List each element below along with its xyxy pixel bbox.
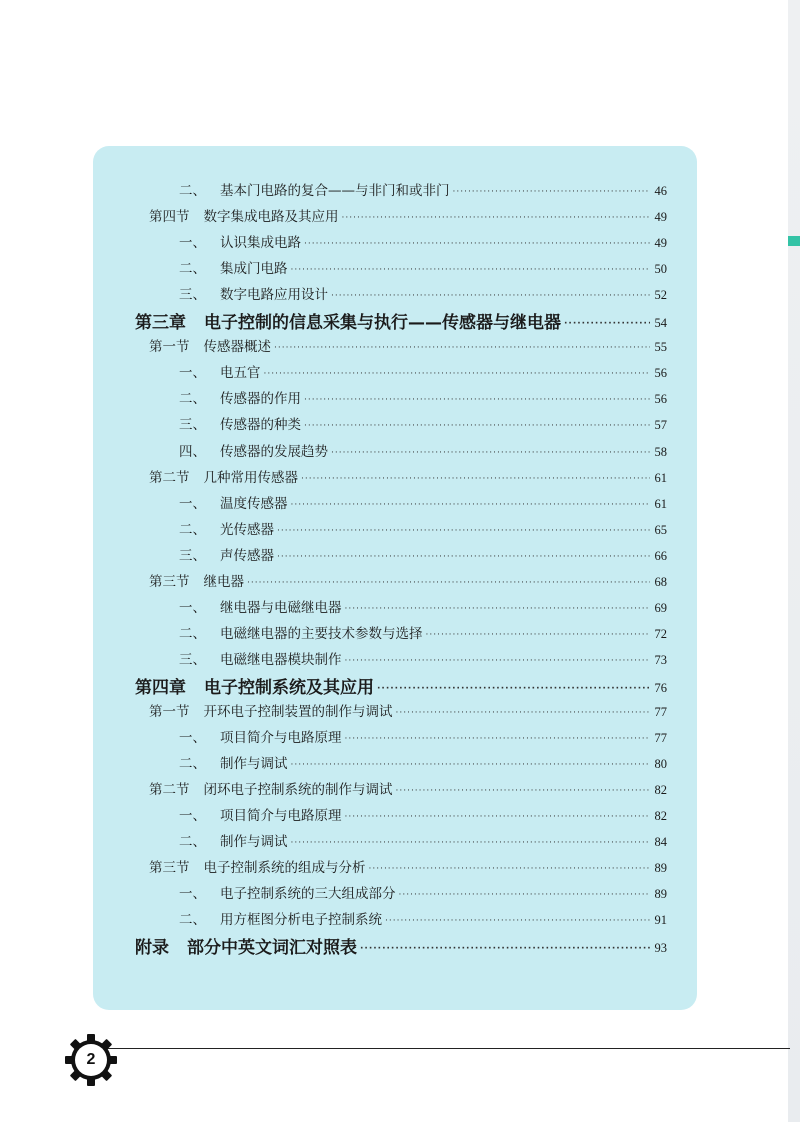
toc-page-number: 69 — [654, 601, 667, 615]
toc-page-number: 80 — [654, 757, 667, 771]
toc-dot-leader — [345, 726, 651, 750]
toc-subsection-entry[interactable] — [179, 361, 667, 385]
toc-entry-number: 一、 — [179, 886, 206, 902]
toc-page-number: 66 — [654, 549, 667, 563]
toc-dot-leader — [399, 882, 651, 906]
toc-entry-title: 光传感器 — [220, 522, 274, 538]
toc-entry-number: 一、 — [179, 808, 206, 824]
toc-entry-title: 继电器 — [203, 574, 244, 590]
toc-entry-title: 用方框图分析电子控制系统 — [220, 912, 382, 928]
toc-dot-leader — [345, 596, 651, 620]
toc-dot-leader — [345, 804, 651, 828]
toc-dot-leader — [291, 257, 651, 281]
toc-entry-title: 基本门电路的复合——与非门和或非门 — [220, 183, 450, 199]
toc-page-number: 54 — [654, 316, 667, 330]
toc-entry-title: 电子控制系统的三大组成部分 — [220, 886, 396, 902]
toc-subsection-entry[interactable] — [179, 752, 667, 776]
toc-section-entry[interactable] — [149, 778, 667, 802]
toc-dot-leader — [274, 335, 650, 359]
toc-entry-number: 三、 — [179, 287, 206, 303]
toc-subsection-entry[interactable] — [179, 596, 667, 620]
toc-entry-number: 第四节 — [149, 209, 190, 225]
toc-entry-number: 二、 — [179, 834, 206, 850]
toc-page-number: 56 — [654, 392, 667, 406]
toc-page-number: 58 — [654, 445, 667, 459]
toc-entry-title: 认识集成电路 — [220, 235, 301, 251]
toc-entry-number: 一、 — [179, 365, 206, 381]
toc-entry-title: 数字电路应用设计 — [220, 287, 328, 303]
toc-page-number: 72 — [654, 627, 667, 641]
toc-subsection-entry[interactable] — [179, 231, 667, 255]
toc-page-number: 49 — [654, 236, 667, 250]
toc-dot-leader — [369, 856, 651, 880]
toc-entry-title: 电五官 — [220, 365, 261, 381]
toc-entry-number: 四、 — [179, 444, 206, 460]
toc-section-entry[interactable] — [149, 700, 667, 724]
toc-subsection-entry[interactable] — [179, 804, 667, 828]
toc-page-number: 61 — [654, 471, 667, 485]
toc-page-number: 56 — [654, 366, 667, 380]
toc-page-number: 77 — [654, 705, 667, 719]
toc-page-number: 91 — [654, 913, 667, 927]
toc-entry-title: 电子控制系统及其应用 — [204, 678, 374, 698]
toc-entry-number: 第一节 — [149, 339, 190, 355]
toc-entry-title: 项目简介与电路原理 — [220, 808, 342, 824]
toc-dot-leader — [264, 361, 651, 385]
toc-page-number: 82 — [654, 783, 667, 797]
toc-entry-number: 第二节 — [149, 782, 190, 798]
toc-entry-title: 电磁继电器的主要技术参数与选择 — [220, 626, 423, 642]
toc-subsection-entry[interactable] — [179, 492, 667, 516]
toc-panel — [93, 146, 697, 1010]
toc-page-number: 65 — [654, 523, 667, 537]
toc-entry-number: 第三节 — [149, 574, 190, 590]
toc-section-entry[interactable] — [149, 856, 667, 880]
toc-page-number: 68 — [654, 575, 667, 589]
toc-entry-number: 二、 — [179, 261, 206, 277]
toc-chapter-entry[interactable] — [135, 676, 667, 700]
toc-page-number: 82 — [654, 809, 667, 823]
toc-dot-leader — [426, 622, 651, 646]
toc-dot-leader — [342, 205, 651, 229]
toc-entry-number: 二、 — [179, 391, 206, 407]
toc-entry-title: 开环电子控制装置的制作与调试 — [203, 704, 393, 720]
toc-dot-leader — [291, 752, 651, 776]
toc-subsection-entry[interactable] — [179, 726, 667, 750]
toc-entry-number: 第三节 — [149, 860, 190, 876]
toc-page-number: 61 — [654, 497, 667, 511]
toc-entry-title: 传感器的作用 — [220, 391, 301, 407]
toc-dot-leader — [360, 936, 650, 960]
toc-entry-number: 二、 — [179, 183, 206, 199]
toc-entry-number: 二、 — [179, 522, 206, 538]
toc-page-number: 93 — [654, 941, 667, 955]
toc-section-entry[interactable] — [149, 570, 667, 594]
toc-subsection-entry[interactable] — [179, 518, 667, 542]
toc-entry-number: 三、 — [179, 548, 206, 564]
toc-dot-leader — [345, 648, 651, 672]
table-of-contents — [93, 146, 697, 1010]
toc-subsection-entry[interactable] — [179, 544, 667, 568]
toc-dot-leader — [277, 518, 650, 542]
toc-dot-leader — [304, 231, 650, 255]
toc-entry-title: 传感器的种类 — [220, 417, 301, 433]
toc-entry-number: 一、 — [179, 730, 206, 746]
toc-dot-leader — [301, 466, 650, 490]
toc-chapter-entry[interactable] — [135, 936, 667, 960]
toc-entry-title: 几种常用传感器 — [203, 470, 298, 486]
toc-entry-title: 集成门电路 — [220, 261, 288, 277]
toc-page-number: 77 — [654, 731, 667, 745]
toc-subsection-entry[interactable] — [179, 257, 667, 281]
toc-entry-title: 电子控制系统的组成与分析 — [203, 860, 366, 876]
toc-entry-title: 数字集成电路及其应用 — [203, 209, 339, 225]
toc-subsection-entry[interactable] — [179, 648, 667, 672]
footer-rule — [100, 1048, 790, 1049]
toc-subsection-entry[interactable] — [179, 440, 667, 464]
toc-dot-leader — [247, 570, 650, 594]
toc-subsection-entry[interactable] — [179, 830, 667, 854]
toc-section-entry[interactable] — [149, 466, 667, 490]
toc-dot-leader — [396, 700, 651, 724]
toc-entry-title: 声传感器 — [220, 548, 274, 564]
toc-entry-title: 制作与调试 — [220, 834, 288, 850]
toc-entry-title: 电磁继电器模块制作 — [220, 652, 342, 668]
toc-dot-leader — [291, 830, 651, 854]
toc-entry-number: 一、 — [179, 235, 206, 251]
toc-entry-title: 传感器概述 — [203, 339, 271, 355]
toc-page-number: 89 — [654, 861, 667, 875]
toc-entry-number: 附录 — [135, 938, 169, 958]
page-edge-marker — [788, 236, 800, 246]
toc-entry-number: 一、 — [179, 600, 206, 616]
toc-page-number: 57 — [654, 418, 667, 432]
toc-page-number: 46 — [654, 184, 667, 198]
toc-section-entry[interactable] — [149, 335, 667, 359]
toc-subsection-entry[interactable] — [179, 283, 667, 307]
toc-dot-leader — [304, 387, 650, 411]
toc-dot-leader — [385, 908, 650, 932]
toc-section-entry[interactable] — [149, 205, 667, 229]
toc-page-number: 49 — [654, 210, 667, 224]
toc-subsection-entry[interactable] — [179, 179, 667, 203]
toc-subsection-entry[interactable] — [179, 908, 667, 932]
toc-dot-leader — [396, 778, 651, 802]
toc-subsection-entry[interactable] — [179, 882, 667, 906]
toc-dot-leader — [304, 413, 650, 437]
toc-dot-leader — [377, 676, 650, 700]
toc-entry-title: 制作与调试 — [220, 756, 288, 772]
toc-entry-title: 电子控制的信息采集与执行——传感器与继电器 — [204, 313, 561, 333]
toc-page-number: 50 — [654, 262, 667, 276]
toc-page-number: 55 — [654, 340, 667, 354]
toc-dot-leader — [453, 179, 651, 203]
toc-dot-leader — [331, 283, 650, 307]
toc-entry-number: 第一节 — [149, 704, 190, 720]
page-edge-strip — [788, 0, 800, 1122]
toc-chapter-entry[interactable] — [135, 311, 667, 335]
toc-entry-title: 部分中英文词汇对照表 — [187, 938, 357, 958]
toc-entry-number: 第三章 — [135, 313, 186, 333]
toc-entry-title: 继电器与电磁继电器 — [220, 600, 342, 616]
toc-dot-leader — [564, 311, 650, 335]
toc-entry-number: 第四章 — [135, 678, 186, 698]
toc-page-number: 89 — [654, 887, 667, 901]
toc-entry-title: 传感器的发展趋势 — [220, 444, 328, 460]
toc-dot-leader — [331, 440, 650, 464]
toc-entry-title: 项目简介与电路原理 — [220, 730, 342, 746]
toc-entry-number: 第二节 — [149, 470, 190, 486]
toc-entry-title: 闭环电子控制系统的制作与调试 — [203, 782, 393, 798]
toc-entry-number: 三、 — [179, 652, 206, 668]
toc-entry-title: 温度传感器 — [220, 496, 288, 512]
toc-page-number: 76 — [654, 681, 667, 695]
toc-subsection-entry[interactable] — [179, 387, 667, 411]
toc-subsection-entry[interactable] — [179, 413, 667, 437]
toc-dot-leader — [291, 492, 651, 516]
toc-page-number: 84 — [654, 835, 667, 849]
toc-entry-number: 一、 — [179, 496, 206, 512]
toc-page-number: 73 — [654, 653, 667, 667]
toc-entry-number: 二、 — [179, 756, 206, 772]
toc-entry-number: 二、 — [179, 626, 206, 642]
toc-entry-number: 二、 — [179, 912, 206, 928]
toc-dot-leader — [277, 544, 650, 568]
page-number: 2 — [86, 1051, 96, 1068]
toc-page-number: 52 — [654, 288, 667, 302]
toc-entry-number: 三、 — [179, 417, 206, 433]
toc-subsection-entry[interactable] — [179, 622, 667, 646]
